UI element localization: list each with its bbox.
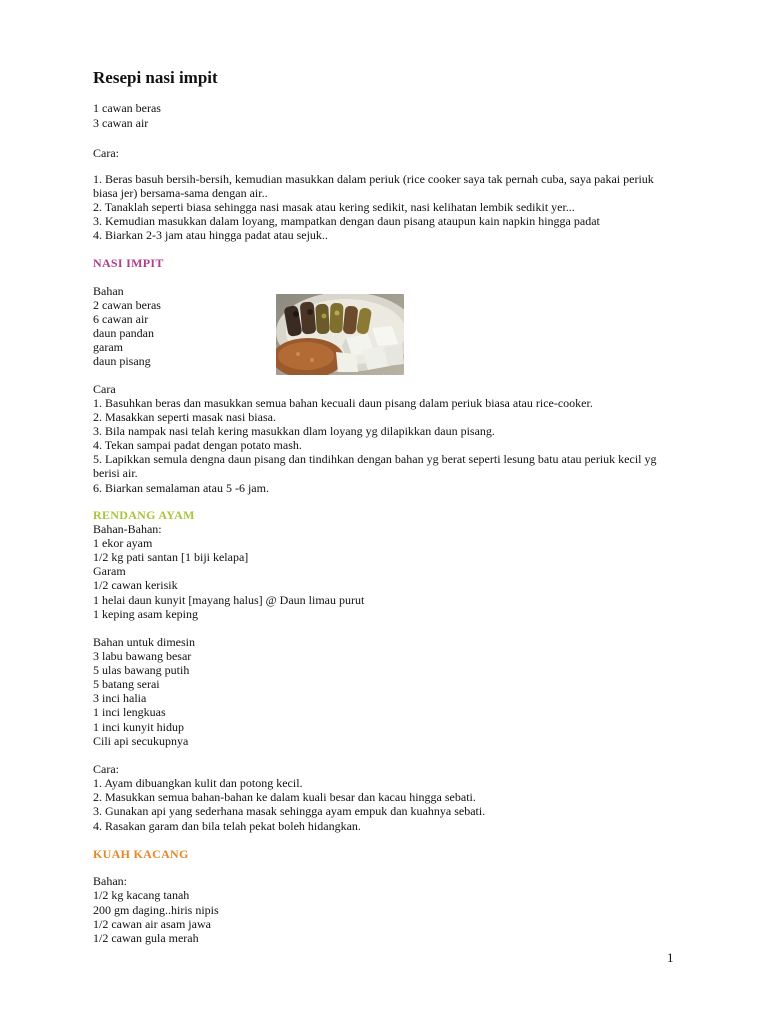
intro-ingredient: 1 cawan beras	[93, 101, 161, 115]
rendang-heading: RENDANG AYAM	[93, 508, 195, 522]
rendang-dimesin-line: 3 inci halia	[93, 691, 147, 705]
rendang-dimesin-line: Cili api secukupnya	[93, 734, 189, 748]
rendang-cara-line: 3. Gunakan api yang sederhana masak sehingga ayam empuk dan kuahnya sebati.	[93, 804, 486, 818]
rendang-bahan-line: 1 ekor ayam	[93, 536, 153, 550]
nasi-step: 6. Biarkan semalaman atau 5 -6 jam.	[93, 481, 269, 495]
page-number: 1	[667, 950, 674, 965]
nasi-step: 3. Bila nampak nasi telah kering masukkan dlam loyang yg dilapikkan daun pisang.	[93, 424, 495, 438]
kuah-kacang-heading: KUAH KACANG	[93, 847, 189, 861]
kuah-bahan-line: 1/2 kg kacang tanah	[93, 888, 190, 902]
rendang-cara-line: 1. Ayam dibuangkan kulit dan potong kecil.	[93, 776, 303, 790]
nasi-bahan-line: daun pisang	[93, 354, 151, 368]
rendang-dimesin-line: 1 inci lengkuas	[93, 705, 166, 719]
page-title: Resepi nasi impit	[93, 68, 218, 87]
intro-cara-label: Cara:	[93, 146, 119, 160]
intro-ingredient: 3 cawan air	[93, 116, 149, 130]
rendang-bahan-line: Garam	[93, 564, 126, 578]
rendang-bahan-line: Bahan-Bahan:	[93, 522, 162, 536]
rendang-dimesin-line: 1 inci kunyit hidup	[93, 720, 184, 734]
intro-step: 1. Beras basuh bersih-bersih, kemudian masukkan dalam periuk (rice cooker saya tak pernah cuba, saya pakai periuk biasa jer) bersama-sama dengan air..	[93, 172, 654, 200]
nasi-step: 5. Lapikkan semula dengna daun pisang dan tindihkan dengan bahan yg berat seperti lesung batu atau periuk kecil yg berisi air.	[93, 452, 657, 480]
nasi-step: 1. Basuhkan beras dan masukkan semua bahan kecuali daun pisang dalam periuk biasa atau rice-cooker.	[93, 396, 593, 410]
intro-step: 3. Kemudian masukkan dalam loyang, mampatkan dengan daun pisang ataupun kain napkin hingga padat	[93, 214, 600, 228]
nasi-step: 4. Tekan sampai padat dengan potato mash.	[93, 438, 302, 452]
nasi-bahan-line: 2 cawan beras	[93, 298, 161, 312]
intro-step: 4. Biarkan 2-3 jam atau hingga padat atau sejuk..	[93, 228, 328, 242]
nasi-bahan-line: 6 cawan air	[93, 312, 149, 326]
nasi-step: 2. Masakkan seperti masak nasi biasa.	[93, 410, 276, 424]
rendang-bahan-line: 1 helai daun kunyit [mayang halus] @ Daun limau purut	[93, 593, 365, 607]
kuah-bahan-line: Bahan:	[93, 874, 127, 888]
kuah-bahan-line: 1/2 cawan gula merah	[93, 931, 199, 945]
rendang-cara-line: Cara:	[93, 762, 119, 776]
nasi-impit-heading: NASI IMPIT	[93, 256, 164, 270]
rendang-dimesin-line: 5 ulas bawang putih	[93, 663, 190, 677]
nasi-cara-label: Cara	[93, 382, 116, 396]
nasi-bahan-line: Bahan	[93, 284, 124, 298]
rendang-dimesin-line: Bahan untuk dimesin	[93, 635, 195, 649]
rendang-bahan-line: 1 keping asam keping	[93, 607, 198, 621]
nasi-bahan-line: garam	[93, 340, 123, 354]
rendang-dimesin-line: 5 batang serai	[93, 677, 160, 691]
rendang-cara-line: 4. Rasakan garam dan bila telah pekat boleh hidangkan.	[93, 819, 361, 833]
intro-step: 2. Tanaklah seperti biasa sehingga nasi masak atau kering sedikit, nasi kelihatan lembik sedikit yer...	[93, 200, 575, 214]
satay-photo	[276, 294, 404, 375]
nasi-bahan-line: daun pandan	[93, 326, 154, 340]
rendang-bahan-line: 1/2 kg pati santan [1 biji kelapa]	[93, 550, 249, 564]
rendang-cara-line: 2. Masukkan semua bahan-bahan ke dalam kuali besar dan kacau hingga sebati.	[93, 790, 476, 804]
rendang-dimesin-line: 3 labu bawang besar	[93, 649, 192, 663]
kuah-bahan-line: 1/2 cawan air asam jawa	[93, 917, 211, 931]
kuah-bahan-line: 200 gm daging..hiris nipis	[93, 903, 219, 917]
rendang-bahan-line: 1/2 cawan kerisik	[93, 578, 178, 592]
